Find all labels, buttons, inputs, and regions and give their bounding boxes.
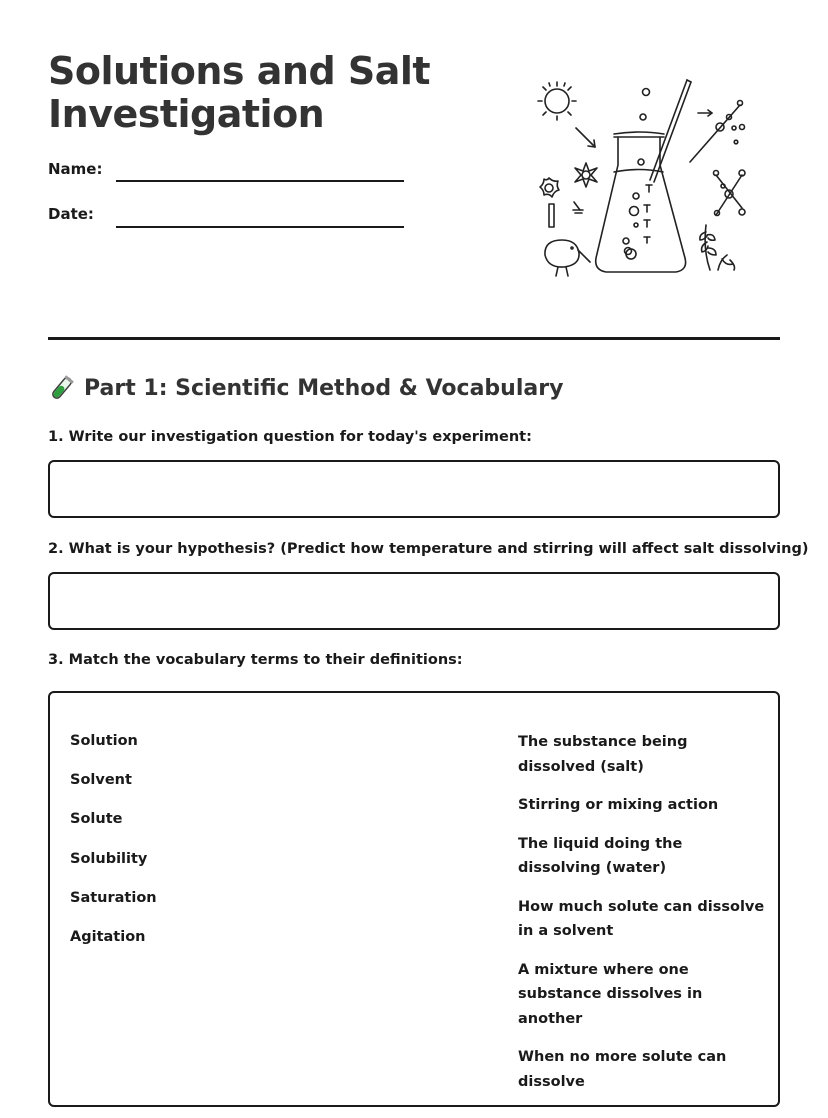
plant-icon	[700, 225, 735, 270]
vocabulary-definition[interactable]: Stirring or mixing action	[518, 797, 719, 813]
worksheet-title: Solutions and Salt Investigation	[48, 49, 431, 136]
vocabulary-definition[interactable]: How much solute can dissolve in a solvent	[518, 898, 765, 939]
vocabulary-term[interactable]: Solubility	[70, 850, 148, 867]
date-line[interactable]	[116, 226, 404, 228]
section-divider	[48, 337, 780, 340]
name-line[interactable]	[116, 180, 404, 182]
question-1: 1. Write our investigation question for today's experiment:	[48, 429, 532, 445]
vocabulary-term[interactable]: Saturation	[70, 889, 157, 906]
part1-heading-text: Part 1: Scientific Method & Vocabulary	[84, 375, 564, 401]
molecule-icon	[690, 101, 745, 216]
vocabulary-definition[interactable]: The substance being dissolved (salt)	[518, 734, 688, 775]
part1-heading	[48, 374, 563, 402]
flask-icon	[596, 132, 686, 272]
question-2-answer-box[interactable]	[48, 572, 780, 630]
vocabulary-term[interactable]: Solution	[70, 733, 138, 749]
vocabulary-definition[interactable]: When no more solute can dissolve	[518, 1049, 727, 1090]
vocabulary-terms-list	[70, 730, 157, 965]
science-illustration	[530, 70, 760, 285]
vocabulary-definition[interactable]: The liquid doing the dissolving (water)	[518, 835, 683, 876]
vocabulary-term[interactable]: Solvent	[70, 772, 132, 789]
arrow-icon	[576, 128, 595, 147]
vocabulary-match-box	[48, 691, 780, 1107]
date-label: Date:	[48, 205, 94, 223]
vocabulary-definition[interactable]: A mixture where one substance dissolves in another	[518, 961, 703, 1027]
vocabulary-term[interactable]: Solute	[70, 811, 123, 828]
question-2: 2. What is your hypothesis? (Predict how temperature and stirring will affect salt dissolving)	[48, 541, 809, 557]
stir-rod-icon	[650, 80, 691, 182]
flower-icon	[540, 163, 597, 197]
test-tube-icon	[48, 374, 76, 402]
name-label: Name:	[48, 160, 103, 178]
kiwi-bird-icon	[545, 240, 590, 276]
small-plant-icon	[573, 202, 583, 213]
vocabulary-definitions-list	[518, 730, 768, 1108]
question-3: 3. Match the vocabulary terms to their definitions:	[48, 652, 463, 668]
sun-icon	[538, 82, 576, 120]
vocabulary-term[interactable]: Agitation	[70, 928, 146, 945]
question-1-answer-box[interactable]	[48, 460, 780, 518]
